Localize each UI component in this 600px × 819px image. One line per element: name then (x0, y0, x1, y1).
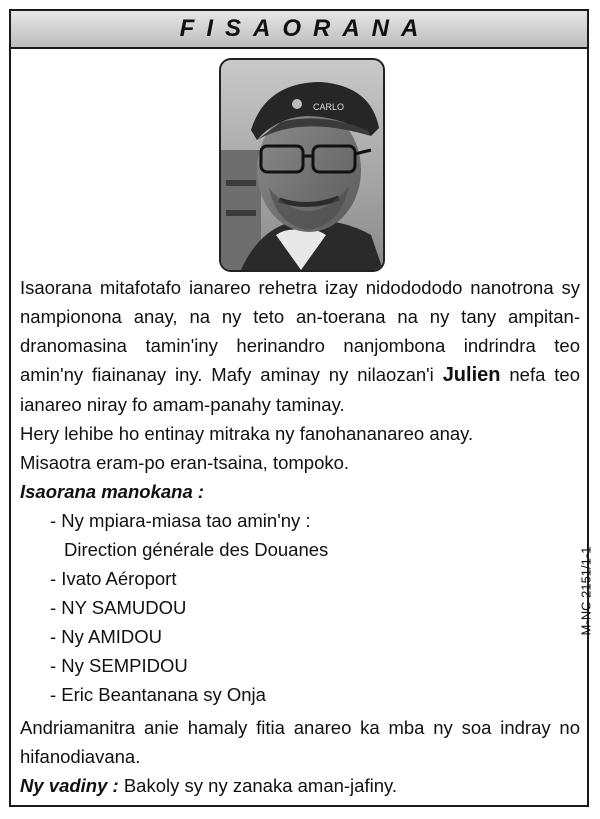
gratitude-paragraph: Misaotra eram-po eran-tsaina, tompoko. (20, 452, 350, 473)
portrait-photo (219, 58, 385, 272)
list-item: - NY SAMUDOU (50, 597, 187, 618)
notice-frame (9, 9, 594, 807)
closing-paragraph: Andriamanitra anie hamaly fitia anareo ka mba ny soa indray no hifanodiavana. (20, 717, 580, 767)
family-label: Ny vadiny : (20, 775, 119, 796)
special-thanks-heading: Isaorana manokana : (20, 481, 205, 502)
family-line (20, 771, 580, 800)
list-item: - Ny AMIDOU (50, 626, 163, 647)
paragraph-text-start: Isaorana mitafotafo ianareo rehetra izay nidodododo nanotrona sy nampionona anay, na ny teto an-toerana na ny tany ampitan-dranomasina tamin'iny herinandro nanjombona indrindra teo amin'ny fiainanay iny. Mafy aminay ny nilaozan'i (20, 277, 580, 385)
support-paragraph: Hery lehibe ho entinay mitraka ny fanohananareo anay. (20, 423, 474, 444)
list-item: - Ny mpiara-miasa tao amin'ny : (50, 510, 311, 531)
list-item: - Ivato Aéroport (50, 568, 177, 589)
cap-text: CARLO (313, 102, 345, 112)
paragraph-text-end: nefa teo ianareo niray fo amam-panahy taminay. (20, 364, 580, 415)
list-item: - Ny SEMPIDOU (50, 655, 188, 676)
list-item: Direction générale des Douanes (64, 539, 329, 560)
list-item: - Eric Beantanana sy Onja (50, 684, 266, 705)
header-bar (11, 11, 587, 49)
family-text: Bakoly sy ny zanaka aman-jafiny. (118, 775, 398, 796)
notice-body (20, 273, 580, 800)
reference-code (571, 531, 600, 651)
deceased-name: Julien (442, 364, 501, 386)
thanks-paragraph (20, 273, 580, 419)
reference-text: M-NC 2151/1-1 (578, 546, 594, 636)
notice-title: FISAORANA (179, 15, 431, 42)
special-thanks-list (20, 506, 580, 709)
